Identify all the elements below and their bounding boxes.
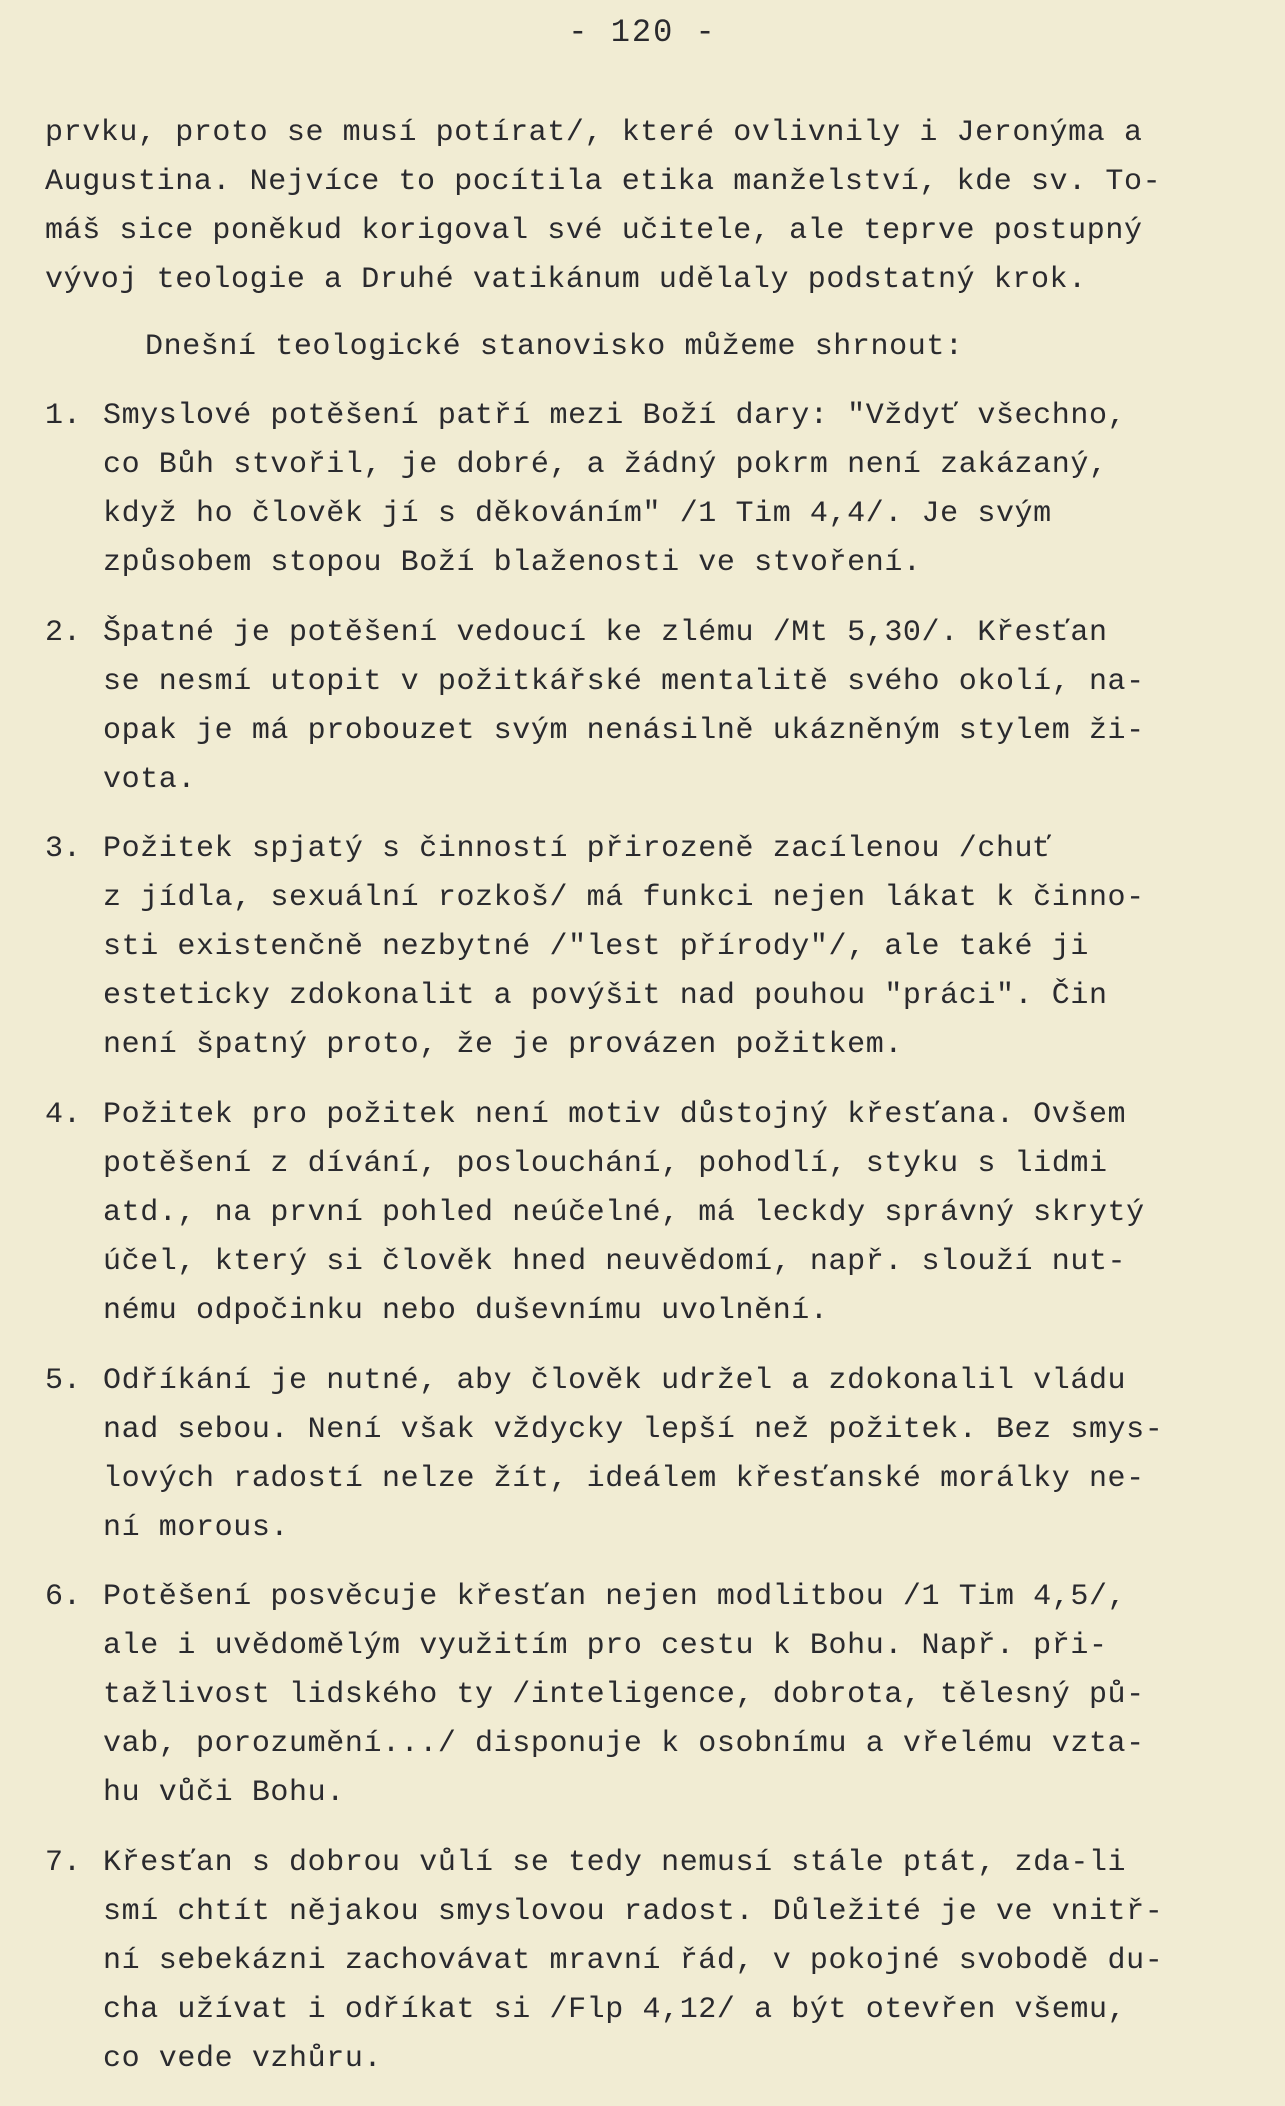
list-item-line: vab, porozumění.../ disponuje k osobnímu a vřelému vzta- [103, 1727, 1145, 1761]
intro-line: prvku, proto se musí potírat/, které ovlivnily i Jeronýma a [45, 116, 1143, 150]
intro-line: vývoj teologie a Druhé vatikánum udělaly podstatný krok. [45, 263, 1087, 297]
list-item-line: lových radostí nelze žít, ideálem křesťanské morálky ne- [103, 1462, 1145, 1496]
list-item-line: co Bůh stvořil, je dobré, a žádný pokrm není zakázaný, [103, 448, 1108, 482]
list-item-line: cha užívat i odříkat si /Flp 4,12/ a být otevřen všemu, [103, 1993, 1127, 2027]
list-item-line: když ho člověk jí s děkováním" /1 Tim 4,4/. Je svým [103, 497, 1052, 531]
list-item-line: ní morous. [103, 1511, 290, 1545]
list-item-line: Odříkání je nutné, aby člověk udržel a zdokonalil vládu [103, 1364, 1127, 1398]
list-item-line: Požitek pro požitek není motiv důstojný křesťana. Ovšem [103, 1098, 1127, 1132]
summary-lead: Dnešní teologické stanovisko můžeme shrnout: [145, 330, 964, 364]
list-item-line: nému odpočinku nebo duševnímu uvolnění. [103, 1294, 829, 1328]
intro-line: máš sice poněkud korigoval své učitele, ale teprve postupný [45, 214, 1143, 248]
list-item-line: Špatné je potěšení vedoucí ke zlému /Mt 5,30/. Křesťan [103, 616, 1108, 650]
list-item-number: 4. [45, 1098, 82, 1132]
list-item-line: atd., na první pohled neúčelné, má leckdy správný skrytý [103, 1196, 1145, 1230]
list-item-line: Křesťan s dobrou vůlí se tedy nemusí stále ptát, zda-li [103, 1846, 1127, 1880]
list-item-line: z jídla, sexuální rozkoš/ má funkci nejen lákat k činno- [103, 881, 1145, 915]
list-item-line: Potěšení posvěcuje křesťan nejen modlitbou /1 Tim 4,5/, [103, 1580, 1127, 1614]
list-item-line: co vede vzhůru. [103, 2042, 383, 2076]
list-item-line: Smyslové potěšení patří mezi Boží dary: "Vždyť všechno, [103, 399, 1127, 433]
list-item-line: způsobem stopou Boží blaženosti ve stvoření. [103, 546, 922, 580]
page-number: - 120 - [568, 14, 717, 51]
list-item-line: hu vůči Bohu. [103, 1776, 345, 1810]
list-item-line: se nesmí utopit v požitkářské mentalitě svého okolí, na- [103, 665, 1145, 699]
list-item-line: potěšení z dívání, poslouchání, pohodlí, styku s lidmi [103, 1147, 1108, 1181]
list-item-number: 6. [45, 1580, 82, 1614]
list-item-number: 7. [45, 1846, 82, 1880]
list-item-line: opak je má probouzet svým nenásilně ukázněným stylem ži- [103, 714, 1145, 748]
list-item-line: nad sebou. Není však vždycky lepší než požitek. Bez smys- [103, 1413, 1164, 1447]
intro-line: Augustina. Nejvíce to pocítila etika manželství, kde sv. To- [45, 165, 1162, 199]
list-item-line: není špatný proto, že je provázen požitkem. [103, 1028, 903, 1062]
list-item-number: 2. [45, 616, 82, 650]
list-item-line: Požitek spjatý s činností přirozeně zacílenou /chuť [103, 832, 1052, 866]
list-item-line: ale i uvědomělým využitím pro cestu k Bohu. Např. při- [103, 1629, 1108, 1663]
list-item-number: 3. [45, 832, 82, 866]
list-item-line: sti existenčně nezbytné /"lest přírody"/, ale také ji [103, 930, 1089, 964]
list-item-line: esteticky zdokonalit a povýšit nad pouhou "práci". Čin [103, 979, 1108, 1013]
list-item-line: ní sebekázni zachovávat mravní řád, v pokojné svobodě du- [103, 1944, 1164, 1978]
list-item-line: vota. [103, 763, 197, 797]
list-item-line: tažlivost lidského ty /inteligence, dobrota, tělesný pů- [103, 1678, 1145, 1712]
list-item-line: smí chtít nějakou smyslovou radost. Důležité je ve vnitř- [103, 1895, 1164, 1929]
list-item-line: účel, který si člověk hned neuvědomí, např. slouží nut- [103, 1245, 1127, 1279]
list-item-number: 1. [45, 399, 82, 433]
list-item-number: 5. [45, 1364, 82, 1398]
